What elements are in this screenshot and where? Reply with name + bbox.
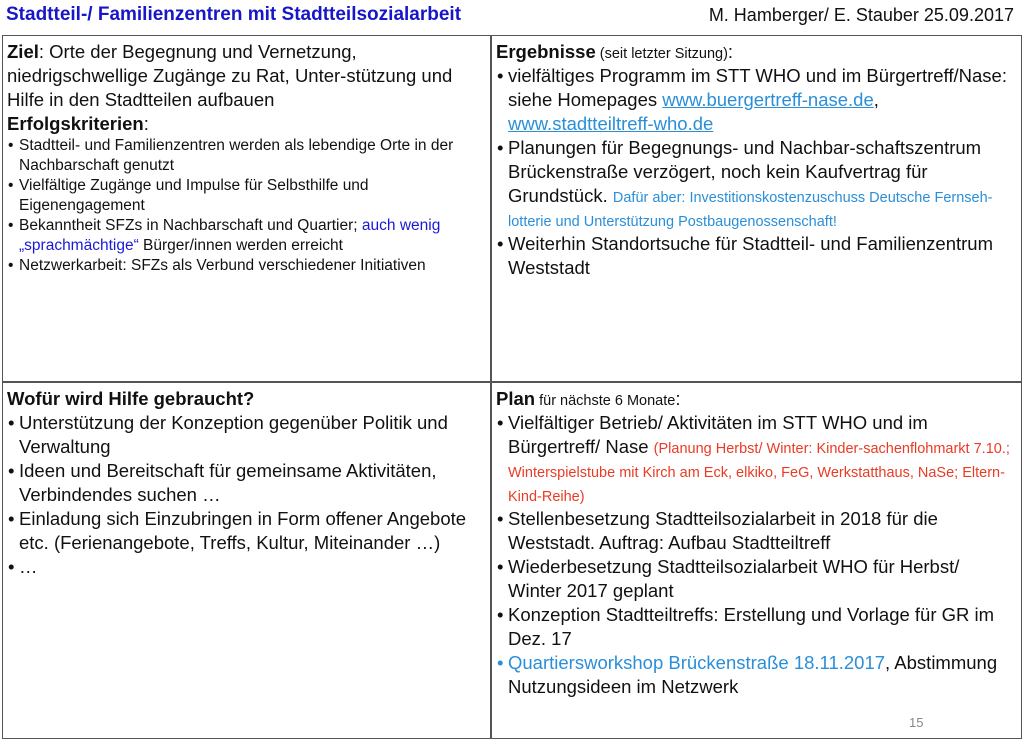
list-item: • Weiterhin Standortsuche für Stadtteil- und Familienzentrum Weststadt	[496, 232, 1016, 280]
ziel-paragraph	[7, 40, 485, 112]
list-item: • Unterstützung der Konzeption gegenüber Politik und Verwaltung	[7, 411, 485, 459]
plan-label: Plan	[496, 388, 536, 409]
page-number: 15	[909, 715, 924, 730]
list-item: • Vielfältiger Betrieb/ Aktivitäten im STT WHO und im Bürgertreff/ Nase (Planung Herbst/ Winter: Kinder-sachenflohmarkt 7.10.; Winterspielstube mit Kirch am Eck, elkiko, FeG, Werkstatthaus, NaSe; Eltern-Kind-Reihe)	[496, 411, 1016, 507]
list-item: • Wiederbesetzung Stadtteilsozialarbeit WHO für Herbst/ Winter 2017 geplant	[496, 555, 1016, 603]
content-table	[2, 35, 1022, 739]
criteria-heading: Erfolgskriterien:	[7, 113, 149, 134]
cell-plan	[496, 387, 1016, 737]
highlight-text: auch wenig „sprachmächtige“	[19, 217, 441, 254]
list-item: • Einladung sich Einzubringen in Form offener Angebote etc. (Ferienangebote, Treffs, Kultur, Miteinander …)	[7, 507, 485, 555]
criteria-list	[7, 136, 485, 276]
row-divider	[3, 381, 1021, 383]
criteria-label: Erfolgskriterien	[7, 113, 144, 134]
list-item: • Stadtteil- und Familienzentren werden als lebendige Orte in der Nachbarschaft genutzt	[7, 136, 485, 176]
list-item: • Netzwerkarbeit: SFZs als Verbund verschiedener Initiativen	[7, 256, 485, 276]
cell-ergebnisse	[496, 40, 1016, 380]
list-item: • Vielfältige Zugänge und Impulse für Selbsthilfe und Eigenengagement	[7, 176, 485, 216]
highlight-text: (Planung Herbst/ Winter: Kinder-sachenflohmarkt 7.10.; Winterspielstube mit Kirch am Eck, elkiko, FeG, Werkstatthaus, NaSe; Eltern-Kind-Reihe)	[508, 441, 1010, 505]
cell-hilfe	[7, 387, 485, 737]
ergebnisse-list	[496, 64, 1016, 280]
list-item: • Planungen für Begegnungs- und Nachbar-schaftszentrum Brückenstraße verzögert, noch kein Kaufvertrag für Grundstück. Dafür aber: Investitionskostenzuschuss Deutsche Fernseh-lotterie und Unterstützung Postbaugenossenschaft!	[496, 136, 1016, 232]
ergebnisse-label: Ergebnisse	[496, 41, 596, 62]
ziel-text: : Orte der Begegnung und Vernetzung, niedrigschwellige Zugänge zu Rat, Unter-stützung und Hilfe in den Stadtteilen aufbauen	[7, 41, 453, 110]
list-item: • …	[7, 555, 485, 579]
list-item: • Bekanntheit SFZs in Nachbarschaft und Quartier; auch wenig „sprachmächtige“ Bürger/innen werden erreicht	[7, 216, 485, 256]
cell-ziel	[7, 40, 485, 380]
slide-title: Stadtteil-/ Familienzentren mit Stadtteilsozialarbeit	[6, 4, 462, 25]
ergebnisse-heading: Ergebnisse (seit letzter Sitzung):	[496, 41, 734, 62]
slide-header	[0, 0, 1024, 34]
link-buergertreff[interactable]: www.buergertreff-nase.de	[662, 89, 874, 110]
column-divider	[490, 36, 492, 738]
plan-list	[496, 411, 1016, 699]
hilfe-list	[7, 411, 485, 579]
list-item: • Quartiersworkshop Brückenstraße 18.11.2017, Abstimmung Nutzungsideen im Netzwerk	[496, 651, 1016, 699]
link-stadtteiltreff[interactable]: www.stadtteiltreff-who.de	[508, 113, 714, 134]
list-item: • vielfältiges Programm im STT WHO und im Bürgertreff/Nase: siehe Homepages www.buergertreff-nase.de, www.stadtteiltreff-who.de	[496, 64, 1016, 136]
list-item: • Ideen und Bereitschaft für gemeinsame Aktivitäten, Verbindendes suchen …	[7, 459, 485, 507]
ziel-label: Ziel	[7, 41, 39, 62]
plan-heading: Plan für nächste 6 Monate:	[496, 388, 681, 409]
list-item: • Stellenbesetzung Stadtteilsozialarbeit in 2018 für die Weststadt. Auftrag: Aufbau Stadtteiltreff	[496, 507, 1016, 555]
author-date: M. Hamberger/ E. Stauber 25.09.2017	[708, 5, 1014, 25]
list-item: • Konzeption Stadtteiltreffs: Erstellung und Vorlage für GR im Dez. 17	[496, 603, 1016, 651]
highlight-text: Quartiersworkshop Brückenstraße 18.11.2017	[508, 652, 886, 673]
highlight-text: Dafür aber: Investitionskostenzuschuss Deutsche Fernseh-lotterie und Unterstützung Postbaugenossenschaft!	[508, 190, 993, 230]
hilfe-heading: Wofür wird Hilfe gebraucht?	[7, 388, 255, 409]
